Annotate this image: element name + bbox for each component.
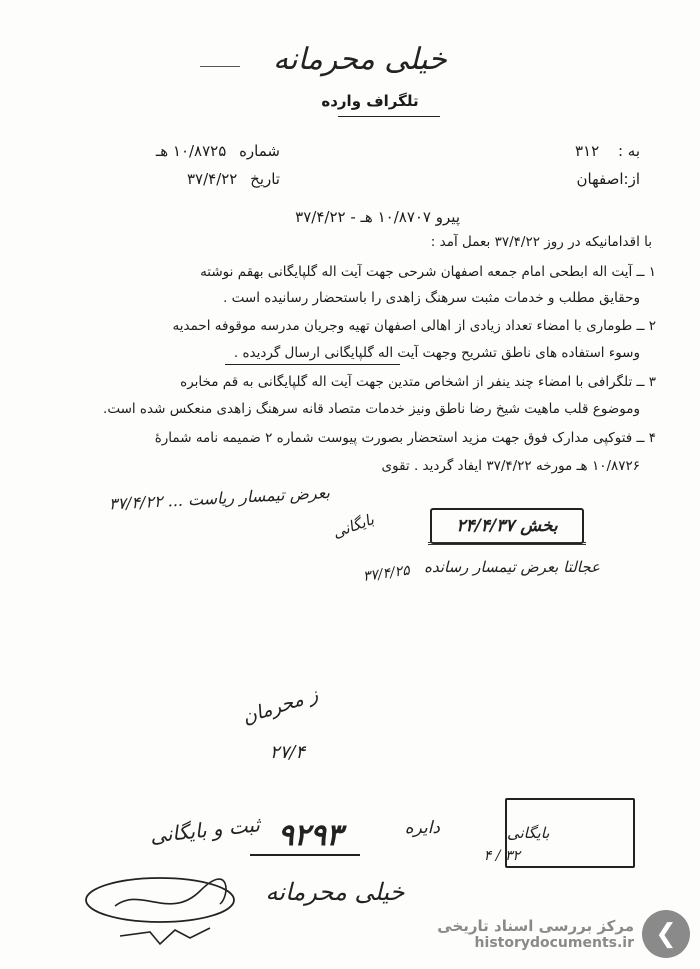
from-field — [577, 170, 640, 188]
item-4-line-2: ۱۰/۸۷۲۶ هـ مورخه ۳۷/۴/۲۲ ایفاد گردید . تقوی — [381, 458, 640, 474]
handwritten-under-stamp: عجالتا بعرض تیمسار رسانده — [424, 558, 600, 576]
to-field — [575, 142, 640, 160]
item-2-underline — [225, 364, 400, 365]
file-word-left: ثبت و بایگانی — [148, 812, 261, 848]
file-date: ۳۲ / ۴ — [483, 848, 520, 864]
received-stamp-text: بخش ۲۴/۴/۳۷ — [456, 516, 558, 536]
classification-bottom: خیلی محرمانه — [265, 878, 405, 906]
file-number: ۹۲۹۳ — [277, 818, 343, 853]
number-value: ۱۰/۸۷۲۵ هـ — [155, 142, 227, 160]
file-word-right: دایره — [404, 818, 440, 838]
date-value: ۳۷/۴/۲۲ — [186, 170, 238, 188]
intro-line: با اقدامانیکه در روز ۳۷/۴/۲۲ بعمل آمد : — [430, 234, 652, 250]
classification-top: خیلی محرمانه — [273, 42, 447, 77]
item-3-line-1: ۳ ــ تلگرافی با امضاء چند ینفر از اشخاص متدین جهت آیت اله گلپایگانی به قم مخابره — [180, 374, 656, 390]
handwritten-archive-note: بایگانی — [330, 510, 377, 542]
received-stamp — [430, 508, 584, 544]
date-label: تاریخ — [250, 170, 280, 188]
dash-mark — [200, 66, 240, 67]
date-field — [187, 170, 280, 188]
from-label: از: — [623, 170, 640, 188]
from-value: اصفهان — [576, 170, 624, 188]
item-2-line-2: وسوء استفاده های ناطق تشریح وجهت آیت اله گلپایگانی ارسال گردیده . — [233, 345, 640, 361]
handwritten-signature-mid: ز محرمان — [239, 683, 321, 729]
archive-box-stamp-text: بایگانی — [507, 824, 550, 842]
item-3-line-2: وموضوع قلب ماهیت شیخ رضا ناطق ونیز خدمات متصاد قانه سرهنگ زاهدی منعکس شده است. — [103, 401, 640, 417]
item-4-line-1: ۴ ــ فتوکپی مدارک فوق جهت مزید استحضار بصورت پیوست شماره ۲ ضمیمه نامه شمارۀ — [154, 430, 656, 446]
watermark-title: مرکز بررسی اسناد تاریخی — [437, 917, 634, 935]
item-2-line-1: ۲ ــ طوماری با امضاء تعداد زیادی از اهالی اصفهان تهیه وجریان مدرسه موقوفه احمدیه — [172, 318, 656, 334]
number-label: شماره — [239, 142, 280, 160]
to-label: به : — [617, 142, 640, 160]
item-1-line-2: وحقایق مطلب و خدمات مثبت سرهنگ زاهدی را باستحضار رسانیده است . — [223, 290, 640, 306]
archive-box-stamp — [505, 798, 635, 868]
watermark — [410, 908, 690, 960]
watermark-logo-icon: ❮ — [642, 910, 690, 958]
doc-type-title: تلگراف وارده — [321, 92, 419, 110]
handwritten-signature-date: ۲۷/۴ — [269, 742, 305, 763]
item-1-line-1: ۱ ــ آیت اله ابطحی امام جمعه اصفهان شرحی جهت آیت اله گلپایگانی بهقم نوشته — [200, 264, 656, 280]
stamp-shadow-line — [428, 542, 586, 545]
doc-type-underline — [338, 116, 440, 117]
to-value: ۳۱۲ — [575, 142, 600, 160]
bottom-signature-scribble — [80, 866, 240, 956]
watermark-site: historydocuments.ir — [474, 935, 634, 951]
file-number-underline — [250, 854, 360, 856]
handwritten-archive-date: ۳۷/۴/۲۵ — [361, 562, 411, 585]
watermark-text-block — [410, 917, 634, 951]
reference-line: پیرو ۱۰/۸۷۰۷ هـ - ۳۷/۴/۲۲ — [295, 208, 460, 226]
number-field — [156, 142, 280, 160]
handwritten-note-referral: بعرض تیمسار ریاست ... ۳۷/۴/۲۲ — [108, 482, 331, 514]
